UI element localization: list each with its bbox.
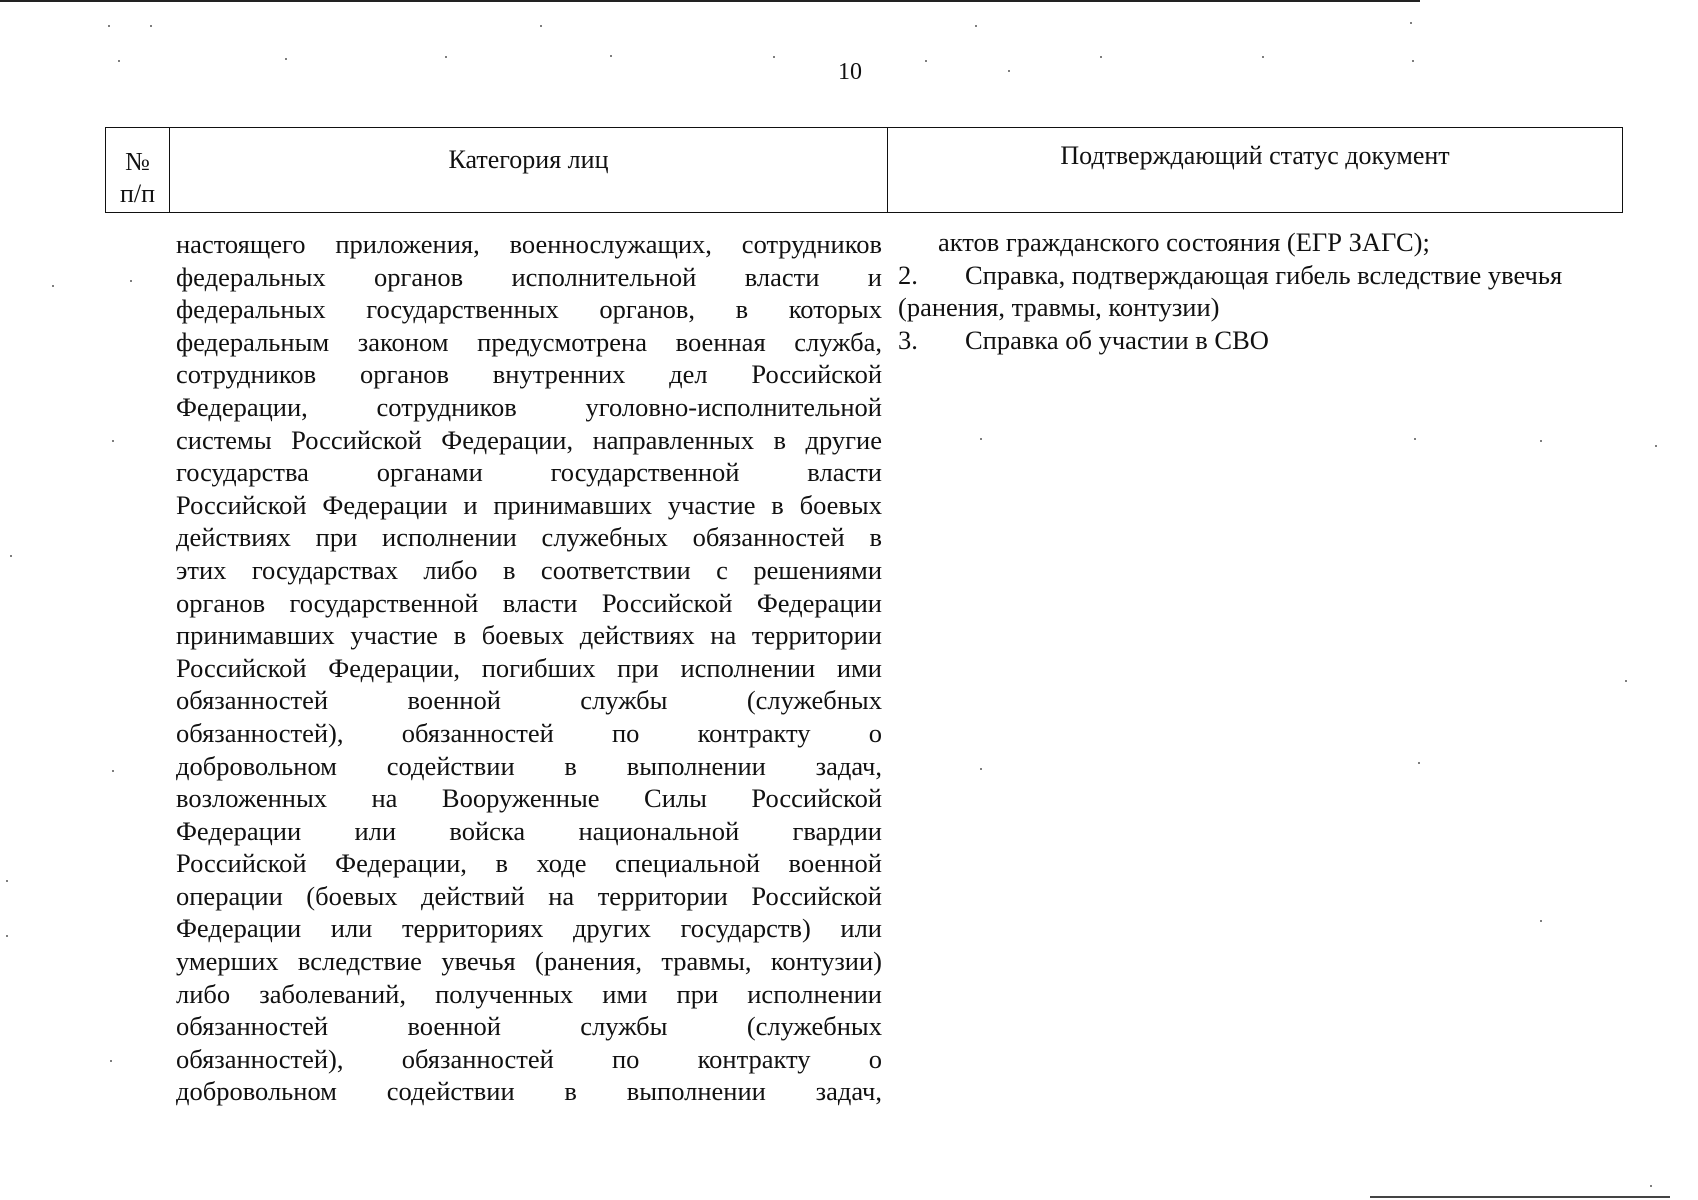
- header-number-symbol: №: [125, 147, 150, 176]
- category-line: органов государственной власти Российской Федерации: [176, 587, 882, 618]
- category-line: Федерации или войска национальной гвардии: [176, 815, 882, 846]
- category-line: сотрудников органов внутренних дел Российской: [176, 359, 882, 390]
- category-line: обязанностей), обязанностей по контракту о: [176, 1043, 882, 1074]
- category-line: Федерации или территориях других государств) или: [176, 913, 882, 944]
- category-line: федеральных государственных органов, в которых: [176, 294, 882, 325]
- category-line: действиях при исполнении служебных обязанностей в: [176, 522, 882, 553]
- category-line: добровольном содействии в выполнении задач,: [176, 1076, 882, 1107]
- category-line: федеральных органов исполнительной власти и: [176, 261, 882, 292]
- category-line: возложенных на Вооруженные Силы Российской: [176, 783, 882, 814]
- document-continuation-line: актов гражданского состояния (ЕГР ЗАГС);: [938, 227, 1430, 257]
- category-line: Российской Федерации, в ходе специальной военной: [176, 848, 882, 879]
- category-line: Российской Федерации, погибших при исполнении ими: [176, 652, 882, 683]
- category-line: обязанностей), обязанностей по контракту о: [176, 717, 882, 748]
- category-line: государства органами государственной власти: [176, 457, 882, 488]
- category-line: этих государствах либо в соответствии с решениями: [176, 554, 882, 585]
- header-category-cell: Категория лиц: [170, 128, 888, 212]
- category-line: либо заболеваний, полученных ими при исполнении: [176, 978, 882, 1009]
- category-line: Российской Федерации и принимавших участие в боевых: [176, 489, 882, 520]
- category-line: системы Российской Федерации, направленных в другие: [176, 424, 882, 455]
- category-line: операции (боевых действий на территории Российской: [176, 880, 882, 911]
- category-line: принимавших участие в боевых действиях на территории: [176, 620, 882, 651]
- document-item-2: [898, 259, 1618, 292]
- top-edge-rule: [0, 0, 1420, 2]
- table-header: [105, 127, 1623, 213]
- header-number-abbrev: п/п: [119, 179, 156, 208]
- header-number-cell: [106, 128, 170, 212]
- document-item-number: 2.: [898, 259, 918, 290]
- category-line: добровольном содействии в выполнении задач,: [176, 750, 882, 781]
- document-item-number: 3.: [898, 324, 918, 355]
- document-item-2-continuation: (ранения, травмы, контузии): [898, 292, 1220, 323]
- category-line: Федерации, сотрудников уголовно-исполнительной: [176, 391, 882, 422]
- header-document-cell: Подтверждающий статус документ: [1060, 141, 1450, 170]
- category-line: федеральным законом предусмотрена военная служба,: [176, 326, 882, 357]
- document-item-3: [898, 324, 1618, 357]
- document-item-text: Справка об участии в СВО: [965, 324, 1269, 355]
- document-item-text: Справка, подтверждающая гибель вследствие увечья: [965, 259, 1563, 290]
- category-text-column: [176, 228, 882, 1108]
- category-line: обязанностей военной службы (служебных: [176, 685, 882, 716]
- category-line: настоящего приложения, военнослужащих, сотрудников: [176, 229, 882, 259]
- bottom-edge-rule: [1370, 1196, 1670, 1198]
- document-text-column: [898, 226, 1618, 356]
- page-number: 10: [838, 59, 862, 85]
- category-line: обязанностей военной службы (служебных: [176, 1011, 882, 1042]
- category-line: умерших вследствие увечья (ранения, травмы, контузии): [176, 946, 882, 977]
